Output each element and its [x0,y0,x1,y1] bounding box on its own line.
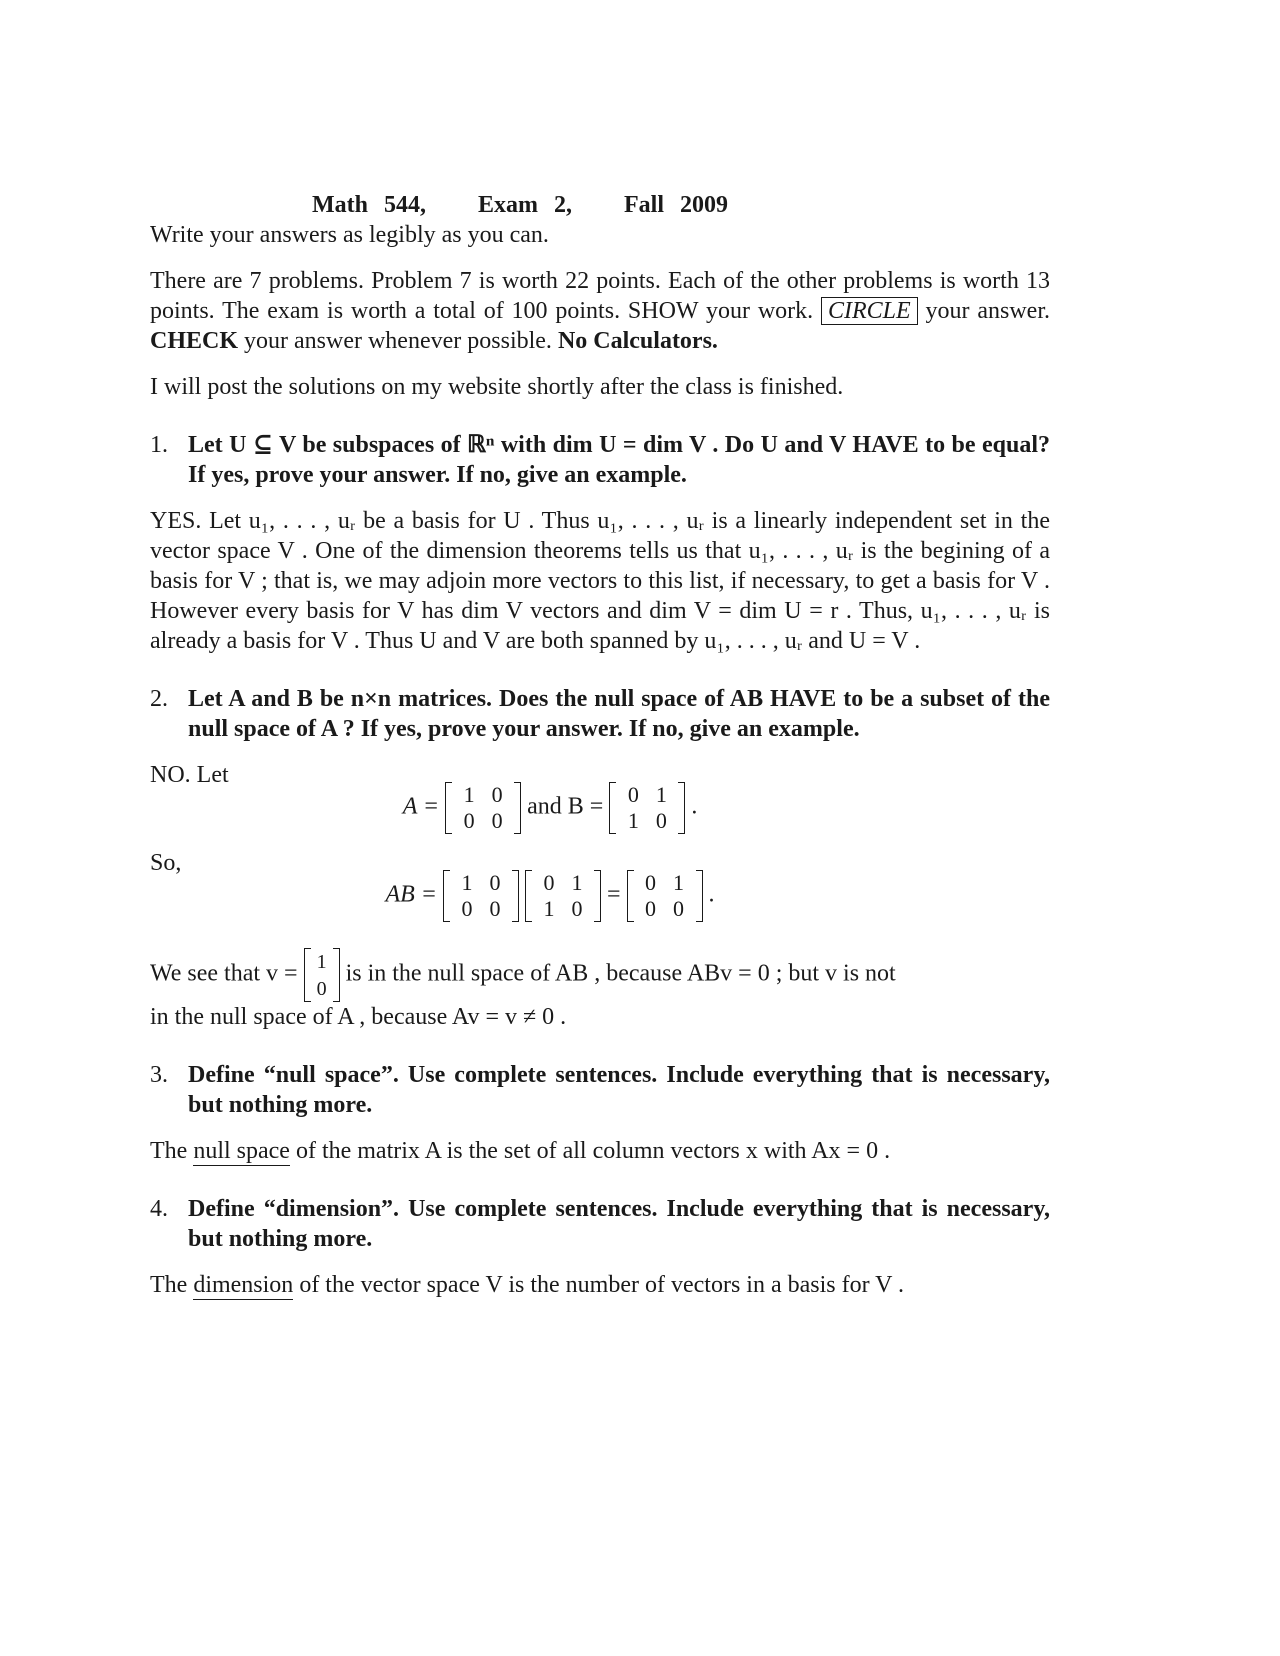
exam-page [150,190,1050,1300]
matrix-entry: 0 [655,808,667,833]
exam-title [150,190,890,220]
check-bold-word: CHECK [150,328,239,354]
matrix-entry: 1 [543,896,555,921]
matrix-entry: 0 [491,782,503,807]
matrix-b-product [525,870,601,922]
problem-1-answer: YES. Let u₁, . . . , uᵣ be a basis for U . Thus u₁, . . . , uᵣ is a linearly independent set in the vector space V . One of the dimension theorems tells us that u₁, . . . , uᵣ is the begining of a basis for V ; that is, we may adjoin more vectors to this list, if necessary, to get a basis for V . However every basis for V has dim V vectors and dim V = dim U = r . Thus, u₁, . . . , uᵣ is already a basis for V . Thus U and V are both spanned by u₁, . . . , uᵣ and U = V . [150,508,1050,654]
matrix-entry: 0 [645,896,657,921]
matrix-entry: 1 [673,870,685,895]
matrix-entry: 1 [461,870,473,895]
matrix-entry: 0 [489,870,501,895]
problem-1-question: 1. Let U ⊆ V be subspaces of ℝⁿ with dim U = dim V . Do U and V HAVE to be equal? If yes, prove your answer. If no, give an example. [150,432,1050,488]
matrix-entry: 1 [463,782,475,807]
no-calculators: No Calculators. [557,328,718,354]
problem-4-answer: The dimension of the vector space V is the number of vectors in a basis for V . [150,1272,905,1298]
matrix-entry: 0 [543,870,555,895]
matrix-entry: 1 [571,870,583,895]
exam-term: Fall 2009 [624,192,728,218]
matrix-entry: 0 [673,896,685,921]
null-space-term: null space [193,1138,290,1164]
matrix-a [445,782,521,834]
problem-3-question: 3. Define “null space”. Use complete sentences. Include everything that is necessary, but nothing more. [150,1062,1050,1118]
vector-v [304,948,340,1002]
problem-4-question: 4. Define “dimension”. Use complete sentences. Include everything that is necessary, but nothing more. [150,1196,1050,1252]
instructions-paragraph: There are 7 problems. Problem 7 is worth 22 points. Each of the other problems is worth 13 points. The exam is worth a total of 100 points. SHOW your work. CIRCLE your answer. CHECK your answer whenever possible. No Calculators. [150,268,1050,354]
problem-2-answer-end: We see that v = 1 0 is in the null space of AB , because ABv = 0 ; but v is not [150,948,1050,1002]
instructions-legibly: Write your answers as legibly as you can. [150,222,549,248]
so-label: So, [150,850,182,876]
matrix-entry: 0 [491,808,503,833]
course-name: Math 544, [312,192,426,218]
dimension-term: dimension [193,1272,294,1298]
solutions-note: I will post the solutions on my website shortly after the class is finished. [150,374,844,400]
problem-3-answer: The null space of the matrix A is the set of all column vectors x with Ax = 0 . [150,1138,891,1164]
problem-2-answer-start: NO. Let [150,762,229,788]
problem-2-answer-end-line2: in the null space of A , because Av = v ≠ 0 . [150,1004,567,1030]
matrix-ab-result [627,870,703,922]
matrix-b [609,782,685,834]
matrix-entry: 1 [655,782,667,807]
matrix-entry: 0 [645,870,657,895]
equation-a-b: A = 1 0 0 0 and B = 0 1 1 0 . [402,782,698,833]
exam-name: Exam 2, [478,192,572,218]
equation-ab-product: AB = 1 0 0 0 0 1 1 0 = 0 1 0 0 . [385,870,715,921]
matrix-entry: 0 [489,896,501,921]
matrix-entry: 0 [571,896,583,921]
matrix-a-product [443,870,519,922]
matrix-entry: 0 [461,896,473,921]
problem-2-question: 2. Let A and B be n×n matrices. Does the null space of AB HAVE to be a subset of the null space of A ? If yes, prove your answer. If no, give an example. [150,686,1050,742]
circle-boxed-word: CIRCLE [821,297,918,325]
vector-entry: 1 [316,951,327,973]
matrix-entry: 1 [627,808,639,833]
vector-entry: 0 [316,978,327,1000]
matrix-entry: 0 [463,808,475,833]
matrix-entry: 0 [627,782,639,807]
